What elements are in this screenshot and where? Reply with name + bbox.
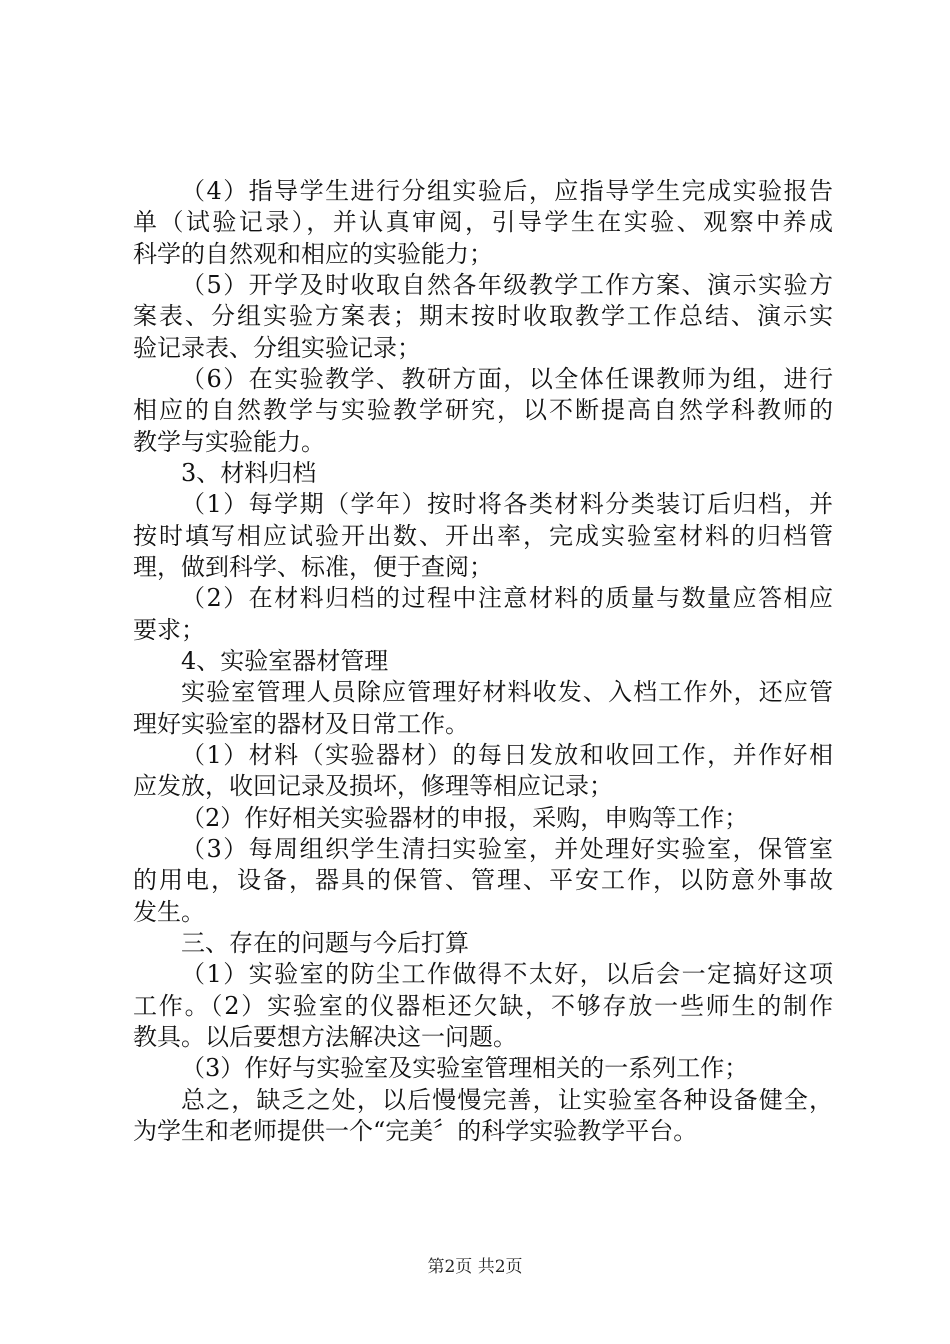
paragraph-line: 教学与实验能力。	[133, 428, 325, 456]
paragraph-line: 实验室管理人员除应管理好材料收发、入档工作外，还应管	[181, 678, 833, 706]
paragraph-line: 发生。	[133, 898, 205, 926]
paragraph-line: 案表、分组实验方案表；期末按时收取教学工作总结、演示实	[133, 302, 833, 330]
paragraph-line: 理，做到科学、标准，便于查阅；	[133, 553, 493, 581]
paragraph-line: （2）作好相关实验器材的申报，采购，申购等工作；	[181, 804, 749, 832]
paragraph-line: （1）实验室的防尘工作做得不太好，以后会一定搞好这项	[181, 960, 833, 988]
paragraph-line: 应发放，收回记录及损坏，修理等相应记录；	[133, 772, 613, 800]
paragraph-line: 理好实验室的器材及日常工作。	[133, 710, 469, 738]
section-heading: 三、存在的问题与今后打算	[181, 929, 469, 957]
section-heading: 3、材料归档	[181, 459, 317, 487]
paragraph-line: 按时填写相应试验开出数、开出率，完成实验室材料的归档管	[133, 522, 833, 550]
paragraph-line: （5）开学及时收取自然各年级教学工作方案、演示实验方	[181, 271, 833, 299]
paragraph-line: （6）在实验教学、教研方面，以全体任课教师为组，进行	[181, 365, 833, 393]
paragraph-line: 要求；	[133, 616, 205, 644]
paragraph-line: （4）指导学生进行分组实验后，应指导学生完成实验报告	[181, 177, 833, 205]
paragraph-line: （3）作好与实验室及实验室管理相关的一系列工作；	[181, 1054, 749, 1082]
paragraph-line: （1）材料（实验器材）的每日发放和收回工作，并作好相	[181, 741, 833, 769]
paragraph-line: 总之，缺乏之处，以后慢慢完善，让实验室各种设备健全，	[181, 1086, 833, 1114]
section-heading: 4、实验室器材管理	[181, 647, 389, 675]
paragraph-line: 工作。（2）实验室的仪器柜还欠缺，不够存放一些师生的制作	[133, 992, 833, 1020]
paragraph-line: （2）在材料归档的过程中注意材料的质量与数量应答相应	[181, 584, 833, 612]
paragraph-line: 教具。以后要想方法解决这一问题。	[133, 1023, 517, 1051]
paragraph-line: 为学生和老师提供一个“完美〞的科学实验教学平台。	[133, 1117, 698, 1145]
paragraph-line: （1）每学期（学年）按时将各类材料分类装订后归档，并	[181, 490, 833, 518]
page-footer: 第2页 共2页	[427, 1257, 523, 1277]
paragraph-line: 相应的自然教学与实验教学研究，以不断提高自然学科教师的	[133, 396, 833, 424]
paragraph-line: 的用电，设备，器具的保管、管理、平安工作，以防意外事故	[133, 866, 833, 894]
paragraph-line: 科学的自然观和相应的实验能力；	[133, 240, 493, 268]
paragraph-line: 验记录表、分组实验记录；	[133, 334, 421, 362]
paragraph-line: 单（试验记录），并认真审阅，引导学生在实验、观察中养成	[133, 208, 833, 236]
paragraph-line: （3）每周组织学生清扫实验室，并处理好实验室，保管室	[181, 835, 833, 863]
